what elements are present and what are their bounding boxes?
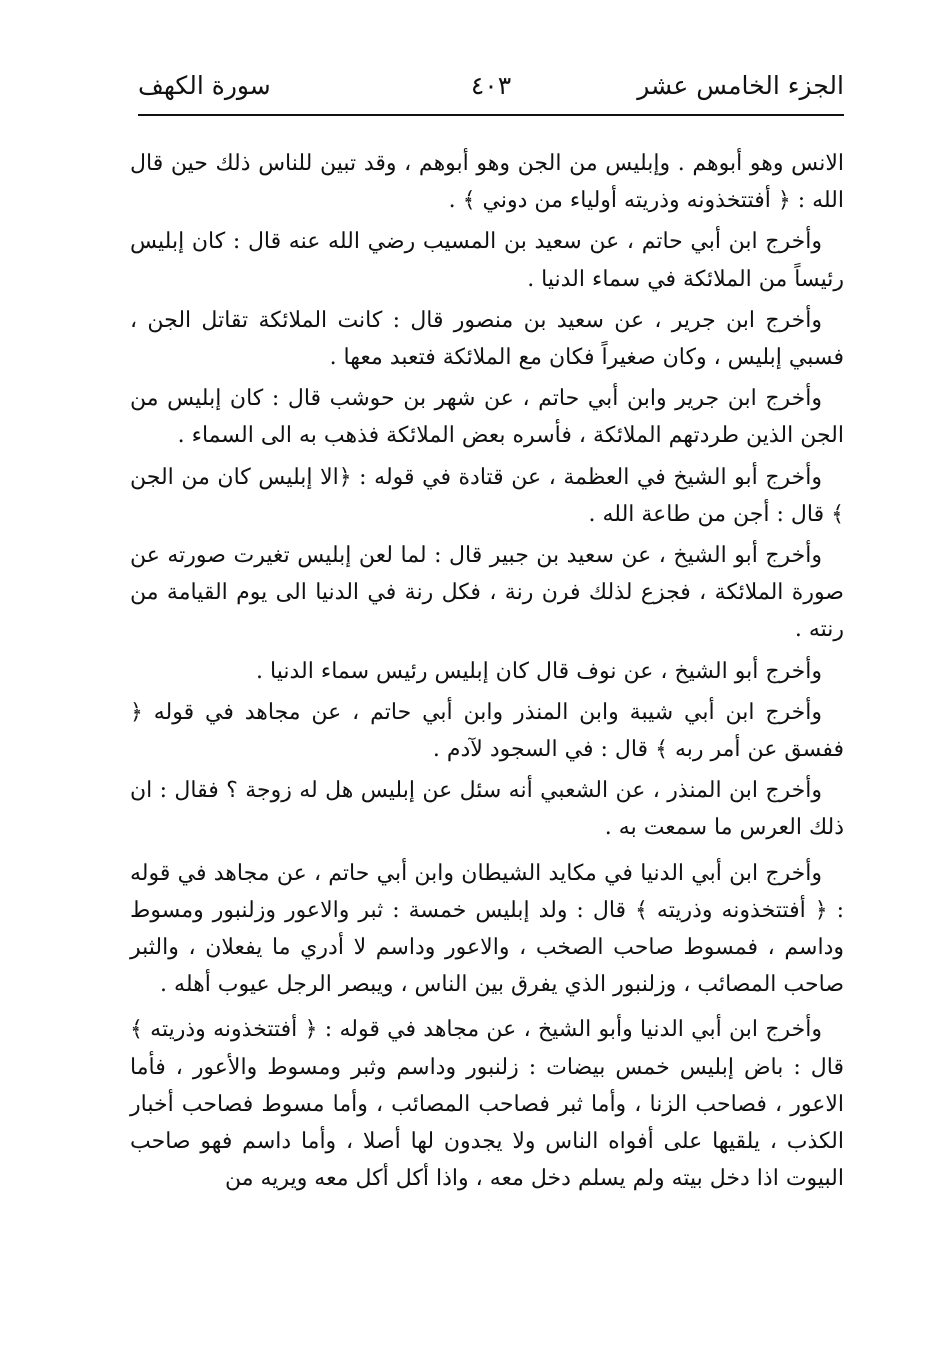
body-text [130, 145, 844, 1201]
surah-title: سورة الكهف [138, 71, 271, 100]
paragraph: وأخرج ابن أبي شيبة وابن المنذر وابن أبي حاتم ، عن مجاهد في قوله ﴿ ففسق عن أمر ربه ﴾ قال : في السجود لآدم . [130, 699, 844, 763]
paragraph: وأخرج ابن أبي الدنيا في مكايد الشيطان وابن أبي حاتم ، عن مجاهد في قوله : ﴿ أفتتخذونه وذريته ﴾ قال : ولد إبليس خمسة : ثبر والاعور وزلنبور ومسوط وداسم ، فمسوط صاحب الصخب ، والاعور وداسم لا أدري ما يفعلان ، والثبر صاحب المصائب ، وزلنبور الذي يفرق بين الناس ، ويبصر الرجل عيوب أهله . [130, 860, 844, 998]
paragraph: وأخرج ابن أبي الدنيا وأبو الشيخ ، عن مجاهد في قوله : ﴿ أفتتخذونه وذريته ﴾ قال : باض إبليس خمس بيضات : زلنبور وداسم وثبر ومسوط والأعور ، فأما الاعور ، فصاحب الزنا ، وأما ثبر فصاحب المصائب ، وأما مسوط فصاحب أخبار الكذب ، يلقيها على أفواه الناس ولا يجدون لها أصلا ، وأما داسم فهو صاحب البيوت اذا دخل بيته ولم يسلم دخل معه ، واذا أكل أكل معه ويريه من [130, 1017, 844, 1192]
paragraph: وأخرج ابن جرير ، عن سعيد بن منصور قال : كانت الملائكة تقاتل الجن ، فسبي إبليس ، وكان صغيراً فكان مع الملائكة فتعبد معها . [130, 307, 844, 371]
page-number: ٤٠٣ [470, 71, 512, 100]
paragraph: وأخرج ابن جرير وابن أبي حاتم ، عن شهر بن حوشب قال : كان إبليس من الجن الذين طردتهم الملائكة ، فأسره بعض الملائكة فذهب به الى السماء . [130, 386, 844, 449]
paragraph: وأخرج أبو الشيخ ، عن نوف قال كان إبليس رئيس سماء الدنيا . [256, 658, 822, 684]
paragraph: وأخرج أبو الشيخ في العظمة ، عن قتادة في قوله : ﴿الا إبليس كان من الجن ﴾ قال : أجن من طاعة الله . [130, 464, 844, 527]
part-label: الجزء الخامس عشر [637, 71, 844, 100]
header-rule [138, 114, 844, 116]
paragraph: وأخرج أبو الشيخ ، عن سعيد بن جبير قال : لما لعن إبليس تغيرت صورته عن صورة الملائكة ، فجزع لذلك فرن رنة ، فكل رنة في الدنيا الى يوم القيامة من رنته . [130, 543, 844, 643]
paragraph: وأخرج ابن المنذر ، عن الشعبي أنه سئل عن إبليس هل له زوجة ؟ فقال : ان ذلك العرس ما سمعت به . [130, 778, 844, 841]
paragraph: وأخرج ابن أبي حاتم ، عن سعيد بن المسيب رضي الله عنه قال : كان إبليس رئيساً من الملائكة في سماء الدنيا . [130, 229, 844, 292]
page-header [138, 66, 844, 106]
paragraph: الانس وهو أبوهم . وإبليس من الجن وهو أبوهم ، وقد تبين للناس ذلك حين قال الله : ﴿ أفتتخذونه وذريته أولياء من دوني ﴾ . [130, 151, 844, 214]
